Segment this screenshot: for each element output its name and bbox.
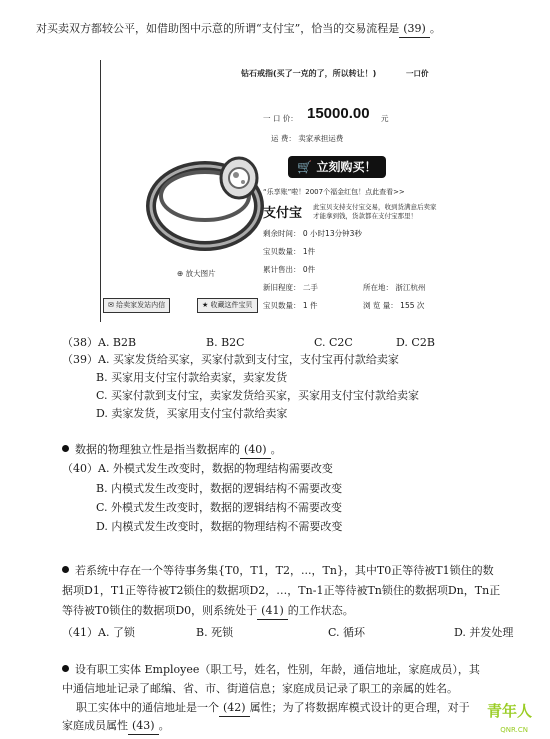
quantity: 宝贝数量： 1 件 [263,301,318,310]
q38-option-d: D. C2B [396,336,435,349]
q39-option-d: D. 卖家发货，买家用支付宝付款给卖家 [96,407,288,420]
q40-option-c: C. 外模式发生改变时，数据的逻辑结构不需要改变 [96,501,343,514]
price-label: 一 口 价： [263,114,298,123]
blank-42: (42) [219,700,250,717]
collect-label: 收藏这件宝贝 [210,301,253,309]
zoom-icon: ⊕ [177,269,186,278]
buy-now-label: 立刻购买！ [316,160,377,174]
intro-end: 。 [429,22,441,35]
zoom-link[interactable] [177,268,216,279]
q41-line-2: 据项D1，T1正等待被T2锁住的数据项D2，…，Tn-1正等待被Tn锁住的数据项Dn，Tn正 [62,584,501,597]
q40-stem: 数据的物理独立性是指当数据库的 (40) 。 [62,442,282,459]
q40-option-d: D. 内模式发生改变时，数据的物理结构不需要改变 [96,520,343,533]
bullet-icon [62,445,69,452]
bullet-icon [62,665,69,672]
intro-line [36,21,441,38]
q38-label: （38） [62,336,98,349]
price-value: 15000.00 [307,105,370,122]
q38-options [62,335,435,351]
q40-option-a: （40）A. 外模式发生改变时，数据的物理结构需要改变 [62,462,333,475]
collect-button[interactable] [197,298,258,313]
blank-41: (41) [257,603,288,620]
price-unit: 元 [381,114,389,123]
blank-43: (43) [128,718,159,735]
q42-line-1: 设有职工实体 Employee（职工号，姓名，性别，年龄，通信地址，家庭成员），其 [62,662,480,678]
q42-line-3: 职工实体中的通信地址是一个 (42) 属性；为了将数据库模式设计的更合理，对于 [76,700,470,717]
intro-text: 对买卖双方都较公平，如借助图中示意的所谓“支付宝”，恰当的交易流程是 [36,22,400,35]
contact-seller-button[interactable] [103,298,170,313]
buy-now-button[interactable] [288,156,386,178]
q40-option-b: B. 内模式发生改变时，数据的逻辑结构不需要改变 [96,482,343,495]
alipay-desc-2: 才能拿到钱，货款都在支付宝那里！ [313,212,417,220]
blank-39: (39) [399,21,430,38]
message-icon: ✉ [108,301,117,309]
blank-40: (40) [240,442,271,459]
alipay-logo: 支付宝 [263,206,303,221]
product-screenshot [100,60,459,322]
product-title: 钻石戒指(买了一克的了，所以转让！) [241,69,377,78]
condition: 新旧程度： 二手 [263,283,318,292]
q42-line-2: 中通信地址记录了邮编、省、市、街道信息；家庭成员记录了职工的亲属的姓名。 [62,682,458,695]
sold-count: 累计售出： 0件 [263,265,316,274]
contact-seller-label: 给卖家发站内信 [116,301,166,309]
location: 所在地： 浙江杭州 [363,283,426,292]
views: 浏 览 量： 155 次 [363,301,425,310]
shipping-info: 运 费： 卖家承担运费 [271,134,344,143]
q41-option-b: B. 死锁 [196,626,234,639]
q39-option-b: B. 买家用支付宝付款给卖家，卖家发货 [96,371,288,384]
star-icon: ★ [202,301,211,309]
q42-line-4: 家庭成员属性 (43) 。 [62,718,170,735]
q41-line-3: 等待被T0锁住的数据项D0，则系统处于 (41) 的工作状态。 [62,603,354,620]
start-qty: 宝贝数量： 1件 [263,247,316,256]
q41-options: （41）A. 了锁 B. 死锁 C. 循环 D. 并发处理 [62,626,514,639]
zoom-label: 放大图片 [185,269,216,278]
product-title-tag: 一口价 [406,69,429,78]
q38-option-c: C. C2C [314,336,353,349]
q39-option-c: C. 买家付款到支付宝，卖家发货给买家，买家用支付宝付款给卖家 [96,389,420,402]
promo-text[interactable]: “乐享账”啦！2007个福金红包！点此查看>> [263,188,405,196]
q38-option-a: A. B2B [98,336,137,349]
q41-line-1: 若系统中存在一个等待事务集{T0，T1，T2，...，Tn}，其中T0正等待被T1锁住的数 [62,563,494,579]
watermark-logo: 青年人 [486,702,532,720]
q38-option-b: B. B2C [206,336,245,349]
q41-option-a: A. 了锁 [98,626,135,639]
cart-icon: 🛒 [297,160,317,174]
q41-option-c: C. 循环 [328,626,366,639]
watermark-url: QNR.CN [500,726,528,734]
ring-image [141,134,271,264]
alipay-desc-1: 此宝贝支持支付宝交易，收到货满意后卖家 [313,203,437,211]
bullet-icon [62,566,69,573]
q39-option-a: （39）A. 买家发货给买家，买家付款到支付宝，支付宝再付款给卖家 [62,353,399,366]
q41-option-d: D. 并发处理 [454,626,514,639]
remaining-time: 剩余时间： 0 小时13分钟3秒 [263,229,362,238]
